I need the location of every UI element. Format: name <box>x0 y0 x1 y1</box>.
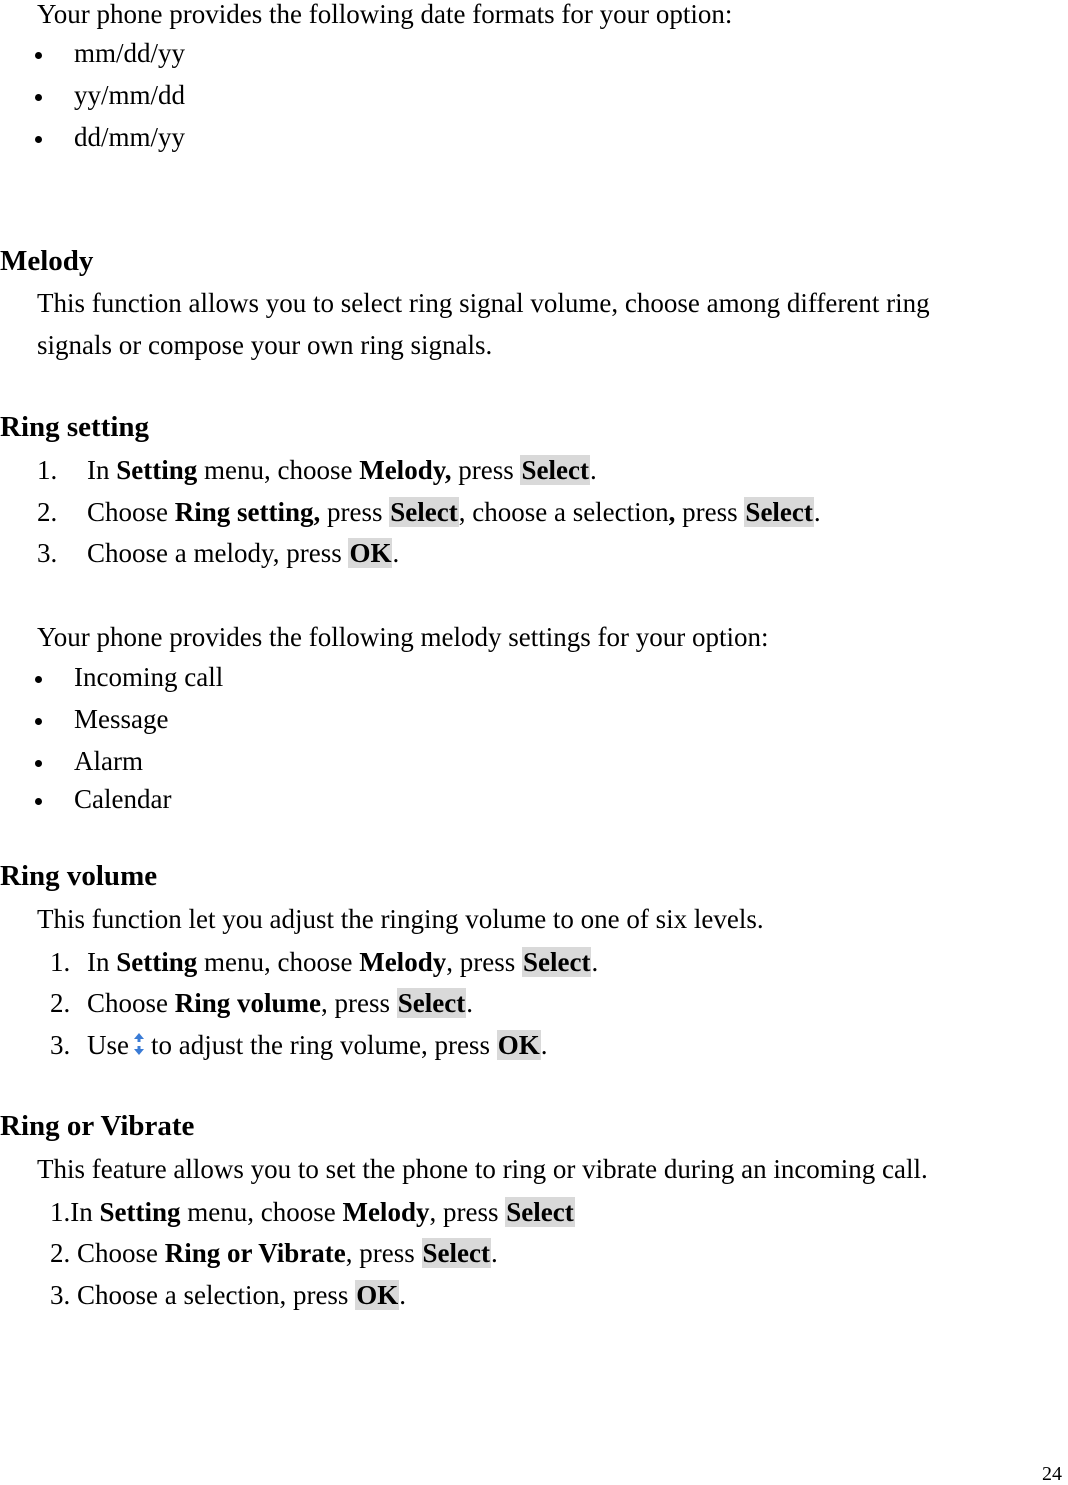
list-item: mm/dd/yy <box>74 38 186 68</box>
date-formats-intro: Your phone provides the following date formats for your option: <box>37 0 733 29</box>
step-number: 2. <box>37 497 58 527</box>
ring-volume-step-2: Choose Ring volume, press Select. <box>87 988 473 1018</box>
ring-or-vibrate-step-3: 3. Choose a selection, press OK. <box>50 1280 406 1310</box>
select-key-label: Select <box>506 1197 574 1227</box>
select-key-label: Select <box>522 947 591 977</box>
ring-volume-heading: Ring volume <box>0 860 158 892</box>
select-key-label: Select <box>422 1238 490 1268</box>
step-number: 3. <box>37 538 58 568</box>
select-key-label: Select <box>745 497 813 527</box>
ring-setting-step-1: In Setting menu, choose Melody, press Select. <box>87 455 597 485</box>
step-number: 3. <box>50 1030 71 1060</box>
melody-description-line1: This function allows you to select ring signal volume, choose among different ring <box>37 288 930 318</box>
melody-heading: Melody <box>0 245 94 277</box>
ring-or-vibrate-description: This feature allows you to set the phone to ring or vibrate during an incoming call. <box>37 1154 928 1184</box>
melody-settings-intro: Your phone provides the following melody settings for your option: <box>37 622 769 652</box>
ring-setting-step-2: Choose Ring setting, press Select, choose a selection, press Select. <box>87 497 821 527</box>
ring-setting-step-3: Choose a melody, press OK. <box>87 538 400 568</box>
bullet <box>35 798 42 805</box>
ring-setting-heading: Ring setting <box>0 411 150 443</box>
bullet <box>35 760 42 767</box>
bullet <box>35 136 42 143</box>
list-item: Incoming call <box>74 662 224 692</box>
select-key-label: Select <box>521 455 589 485</box>
bullet <box>35 676 42 683</box>
bullet <box>35 94 42 101</box>
ring-or-vibrate-step-2: 2. Choose Ring or Vibrate, press Select. <box>50 1238 498 1268</box>
list-item: dd/mm/yy <box>74 122 186 152</box>
melody-description-line2: signals or compose your own ring signals. <box>37 330 493 360</box>
select-key-label: Select <box>397 988 466 1018</box>
ring-or-vibrate-heading: Ring or Vibrate <box>0 1110 195 1142</box>
list-item: Message <box>74 704 169 734</box>
list-item: Calendar <box>74 784 172 814</box>
up-down-arrow-icon <box>133 1032 145 1061</box>
ok-key-label: OK <box>497 1030 540 1060</box>
list-item: Alarm <box>74 746 143 776</box>
ring-volume-step-1: In Setting menu, choose Melody, press Select. <box>87 947 599 977</box>
step-number: 2. <box>50 988 71 1018</box>
step-number: 1. <box>50 947 71 977</box>
ok-key-label: OK <box>356 1280 399 1310</box>
page-number: 24 <box>1042 1463 1062 1485</box>
ring-volume-description: This function let you adjust the ringing volume to one of six levels. <box>37 904 764 934</box>
bullet <box>35 52 42 59</box>
ring-or-vibrate-step-1: 1.In Setting menu, choose Melody, press Select <box>50 1197 574 1227</box>
list-item: yy/mm/dd <box>74 80 186 110</box>
ring-volume-step-3: Use to adjust the ring volume, press OK. <box>87 1030 548 1060</box>
select-key-label: Select <box>390 497 458 527</box>
step-number: 1. <box>37 455 58 485</box>
bullet <box>35 718 42 725</box>
ok-key-label: OK <box>349 538 392 568</box>
